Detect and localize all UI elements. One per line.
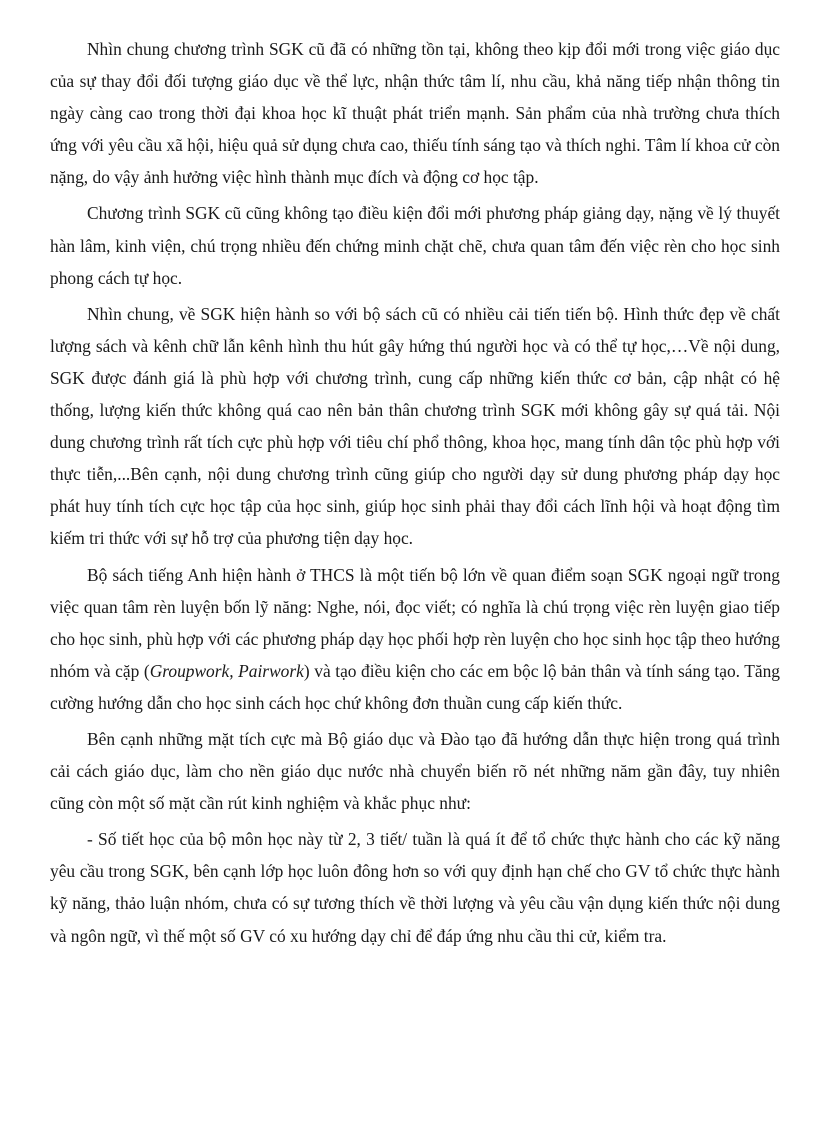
paragraph-text: Bộ sách tiếng Anh hiện hành ở THCS là một tiến bộ lớn về quan điểm soạn SGK ngoại ngữ trong việc quan tâm rèn luyện bốn lỹ năng: Nghe, nói, đọc viết; có nghĩa là chú trọng việc rèn luyện giao tiếp cho học sinh, phù hợp với các phương pháp dạy học phối hợp rèn luyện cho học sinh học tập theo hướng nhóm và cặp ( (50, 564, 780, 681)
paragraph-positive-aspects (50, 723, 780, 819)
document-page (50, 33, 780, 956)
paragraph-lesson-hours (50, 823, 780, 951)
paragraph-old-textbook-methods (50, 197, 780, 293)
paragraph-text: Nhìn chung, về SGK hiện hành so với bộ sách cũ có nhiều cải tiến tiến bộ. Hình thức đẹp về chất lượng sách và kênh chữ lẫn kênh hình thu hút gây hứng thú người học và có thể tự học,…Về nội dung, SGK được đánh giá là phù hợp với chương trình, cung cấp những kiến thức cơ bản, cập nhật có hệ thống, lượng kiến thức không quá cao nên bản thân chương trình SGK mới không gây sự quá tải. Nội dung chương trình rất tích cực phù hợp với tiêu chí phổ thông, khoa học, mang tính dân tộc phù hợp với thực tiễn,...Bên cạnh, nội dung chương trình cũng giúp cho người dạy sử dung phương pháp dạy học phát huy tính tích cực học tập của học sinh, giúp học sinh phải thay đổi cách lĩnh hội và hoạt động tìm kiếm tri thức với sự hỗ trợ của phương tiện dạy học. (50, 303, 780, 549)
paragraph-old-textbook-overview (50, 33, 780, 193)
paragraph-english-textbook (50, 559, 780, 719)
paragraph-text: Nhìn chung chương trình SGK cũ đã có những tồn tại, không theo kịp đổi mới trong việc giáo dục của sự thay đổi đối tượng giáo dục về thể lực, nhận thức tâm lí, nhu cầu, khả năng tiếp nhận thông tin ngày càng cao trong thời đại khoa học kĩ thuật phát triển mạnh. Sản phẩm của nhà trường chưa thích ứng với yêu cầu xã hội, hiệu quả sử dụng chưa cao, thiếu tính sáng tạo và thích nghi. Tâm lí khoa cử còn nặng, do vậy ảnh hưởng việc hình thành mục đích và động cơ học tập. (50, 39, 780, 188)
paragraph-text: Bên cạnh những mặt tích cực mà Bộ giáo dục và Đào tạo đã hướng dẫn thực hiện trong quá trình cải cách giáo dục, làm cho nền giáo dục nước nhà chuyển biến rõ nét những năm gần đây, tuy nhiên cũng còn một số mặt cần rút kinh nghiệm và khắc phục như: (50, 728, 780, 814)
paragraph-text: - Số tiết học của bộ môn học này từ 2, 3 tiết/ tuần là quá ít để tổ chức thực hành cho các kỹ năng yêu cầu trong SGK, bên cạnh lớp học luôn đông hơn so với quy định hạn chế cho GV tổ chức thực hành kỹ năng, thảo luận nhóm, chưa có sự tương thích về thời lượng và yêu cầu vận dụng kiến thức nội dung và ngôn ngữ, vì thế một số GV có xu hướng dạy chỉ để đáp ứng nhu cầu thi cử, kiểm tra. (50, 829, 780, 946)
paragraph-text: ) và tạo điều kiện cho các em bộc lộ bản thân và tính sáng tạo. Tăng cường hướng dẫn cho học sinh cách học chứ không đơn thuần cung cấp kiến thức. (50, 660, 781, 713)
paragraph-italic-text: Groupwork, Pairwork (149, 660, 304, 681)
paragraph-text: Chương trình SGK cũ cũng không tạo điều kiện đổi mới phương pháp giảng dạy, nặng về lý thuyết hàn lâm, kinh viện, chú trọng nhiều đến chứng minh chặt chẽ, chưa quan tâm đến việc rèn cho học sinh phong cách tự học. (50, 203, 780, 288)
paragraph-current-textbook (50, 298, 780, 555)
